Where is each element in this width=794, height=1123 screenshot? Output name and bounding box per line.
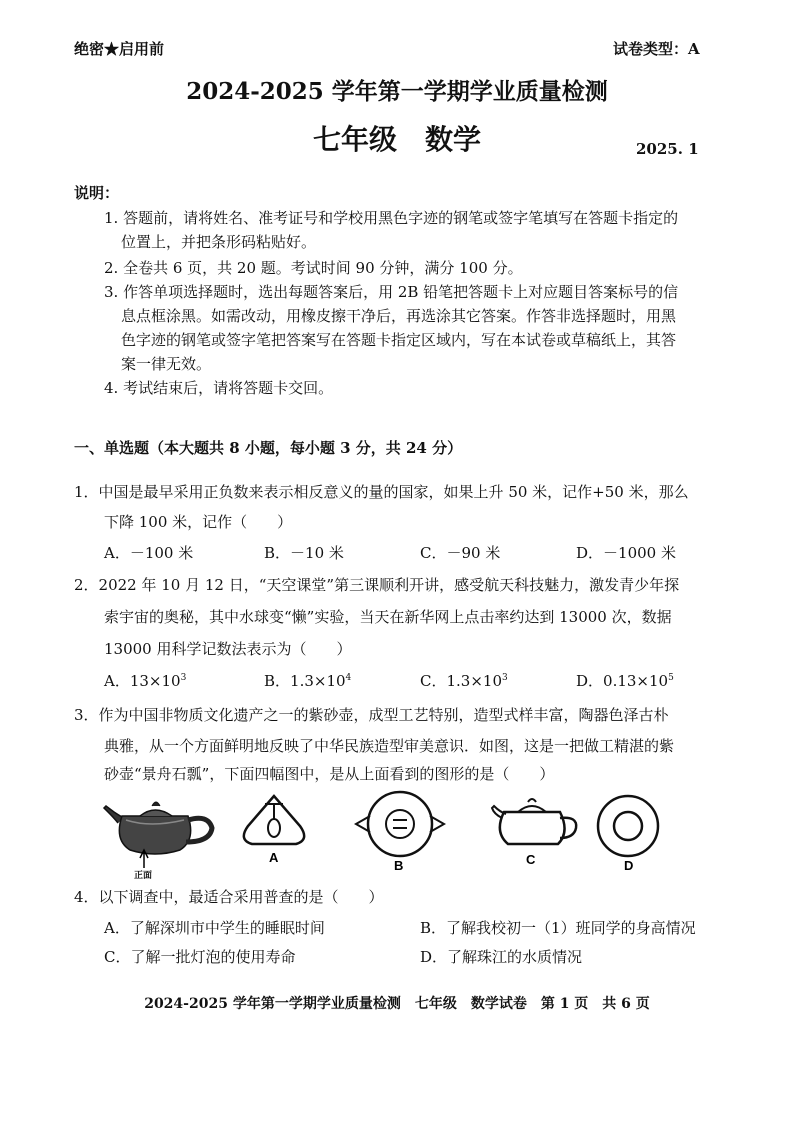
section-heading: 一、单选题（本大题共 8 小题，每小题 3 分，共 24 分）: [74, 439, 463, 457]
question-2-option-d: D．$0.13\times 10^5$: [576, 672, 674, 690]
instruction-4: 4. 考试结束后，请将答题卡交回。: [104, 379, 334, 397]
exam-date: 2025. 1: [636, 140, 699, 158]
front-view-label: 正面: [134, 871, 153, 881]
instruction-3-line-2: 息点框涂黑。如需改动，用橡皮擦干净后，再选涂其它答案。作答非选择题时，用黑: [121, 307, 677, 325]
question-3-line-1: 3．作为中国非物质文化遗产之一的紫砂壶，成型工艺特别，造型式样丰富，陶器色泽古朴: [74, 706, 669, 724]
instruction-3-line-4: 案一律无效。: [121, 355, 212, 373]
question-1-option-b: B．－10 米: [264, 544, 344, 562]
instruction-1-line-2: 位置上，并把条形码粘贴好。: [121, 233, 317, 251]
question-2-option-a: A．$13\times 10^3$: [104, 672, 187, 690]
question-4-option-c: C．了解一批灯泡的使用寿命: [104, 948, 296, 966]
option-d-label: D: [624, 858, 634, 873]
question-2-option-b: B．$1.3\times 10^4$: [264, 672, 352, 690]
page-footer: 2024-2025 学年第一学期学业质量检测 七年级 数学试卷 第 1 页 共 6 页: [144, 996, 650, 1012]
option-c-figure: [492, 799, 576, 844]
question-1-option-d: D．－1000 米: [576, 544, 676, 562]
question-1-line-2: 下降 100 米，记作（ ）: [104, 513, 293, 531]
question-1-line-1: 1．中国是最早采用正负数来表示相反意义的量的国家，如果上升 50 米，记作+50 米，那么: [74, 483, 689, 501]
confidential-label: 绝密★启用前: [74, 40, 165, 58]
option-c-label: C: [526, 852, 536, 867]
question-4-option-b: B．了解我校初一（1）班同学的身高情况: [420, 919, 696, 937]
option-a-label: A: [269, 850, 279, 865]
question-4-line-1: 4．以下调查中，最适合采用普查的是（ ）: [74, 888, 384, 906]
question-2-option-c: C．$1.3\times 10^3$: [420, 672, 508, 690]
question-3-line-2: 典雅，从一个方面鲜明地反映了中华民族造型审美意识．如图，这是一把做工精湛的紫: [104, 737, 675, 755]
option-d-figure: [598, 796, 658, 856]
option-b-figure: [356, 792, 444, 856]
teapot-figure: [100, 788, 680, 883]
question-2-line-2: 索宇宙的奥秘，其中水球变“懒”实验，当天在新华网上点击率约达到 13000 次，数据: [104, 608, 672, 626]
teapot-photo: [104, 802, 212, 868]
exam-subtitle: 七年级 数学: [312, 123, 481, 156]
question-1-option-c: C．－90 米: [420, 544, 501, 562]
question-4-option-a: A．了解深圳市中学生的睡眠时间: [104, 919, 325, 937]
instruction-1-line-1: 1. 答题前，请将姓名、准考证号和学校用黑色字迹的钢笔或签字笔填写在答题卡指定的: [104, 209, 679, 227]
instruction-3-line-1: 3. 作答单项选择题时，选出每题答案后，用 2B 铅笔把答题卡上对应题目答案标号的信: [104, 283, 679, 301]
instructions-heading: 说明：: [74, 184, 120, 202]
question-2-line-3: 13000 用科学记数法表示为（ ）: [104, 640, 352, 658]
option-a-figure: [244, 796, 304, 844]
question-3-line-3: 砂壶“景舟石瓢”，下面四幅图中，是从上面看到的图形的是（ ）: [104, 765, 555, 783]
question-2-line-1: 2．2022 年 10 月 12 日，“天空课堂”第三课顺利开讲，感受航天科技魅力，激发青少年探: [74, 576, 680, 594]
question-4-option-d: D．了解珠江的水质情况: [420, 948, 583, 966]
question-1-option-a: A．－100 米: [104, 544, 194, 562]
exam-title: 2024-2025 学年第一学期学业质量检测: [186, 78, 608, 105]
instruction-2: 2. 全卷共 6 页，共 20 题。考试时间 90 分钟，满分 100 分。: [104, 259, 523, 277]
option-b-label: B: [394, 858, 404, 873]
instruction-3-line-3: 色字迹的钢笔或签字笔把答案写在答题卡指定区域内，写在本试卷或草稿纸上，其答: [121, 331, 677, 349]
paper-type-label: 试卷类型：A: [613, 40, 700, 58]
